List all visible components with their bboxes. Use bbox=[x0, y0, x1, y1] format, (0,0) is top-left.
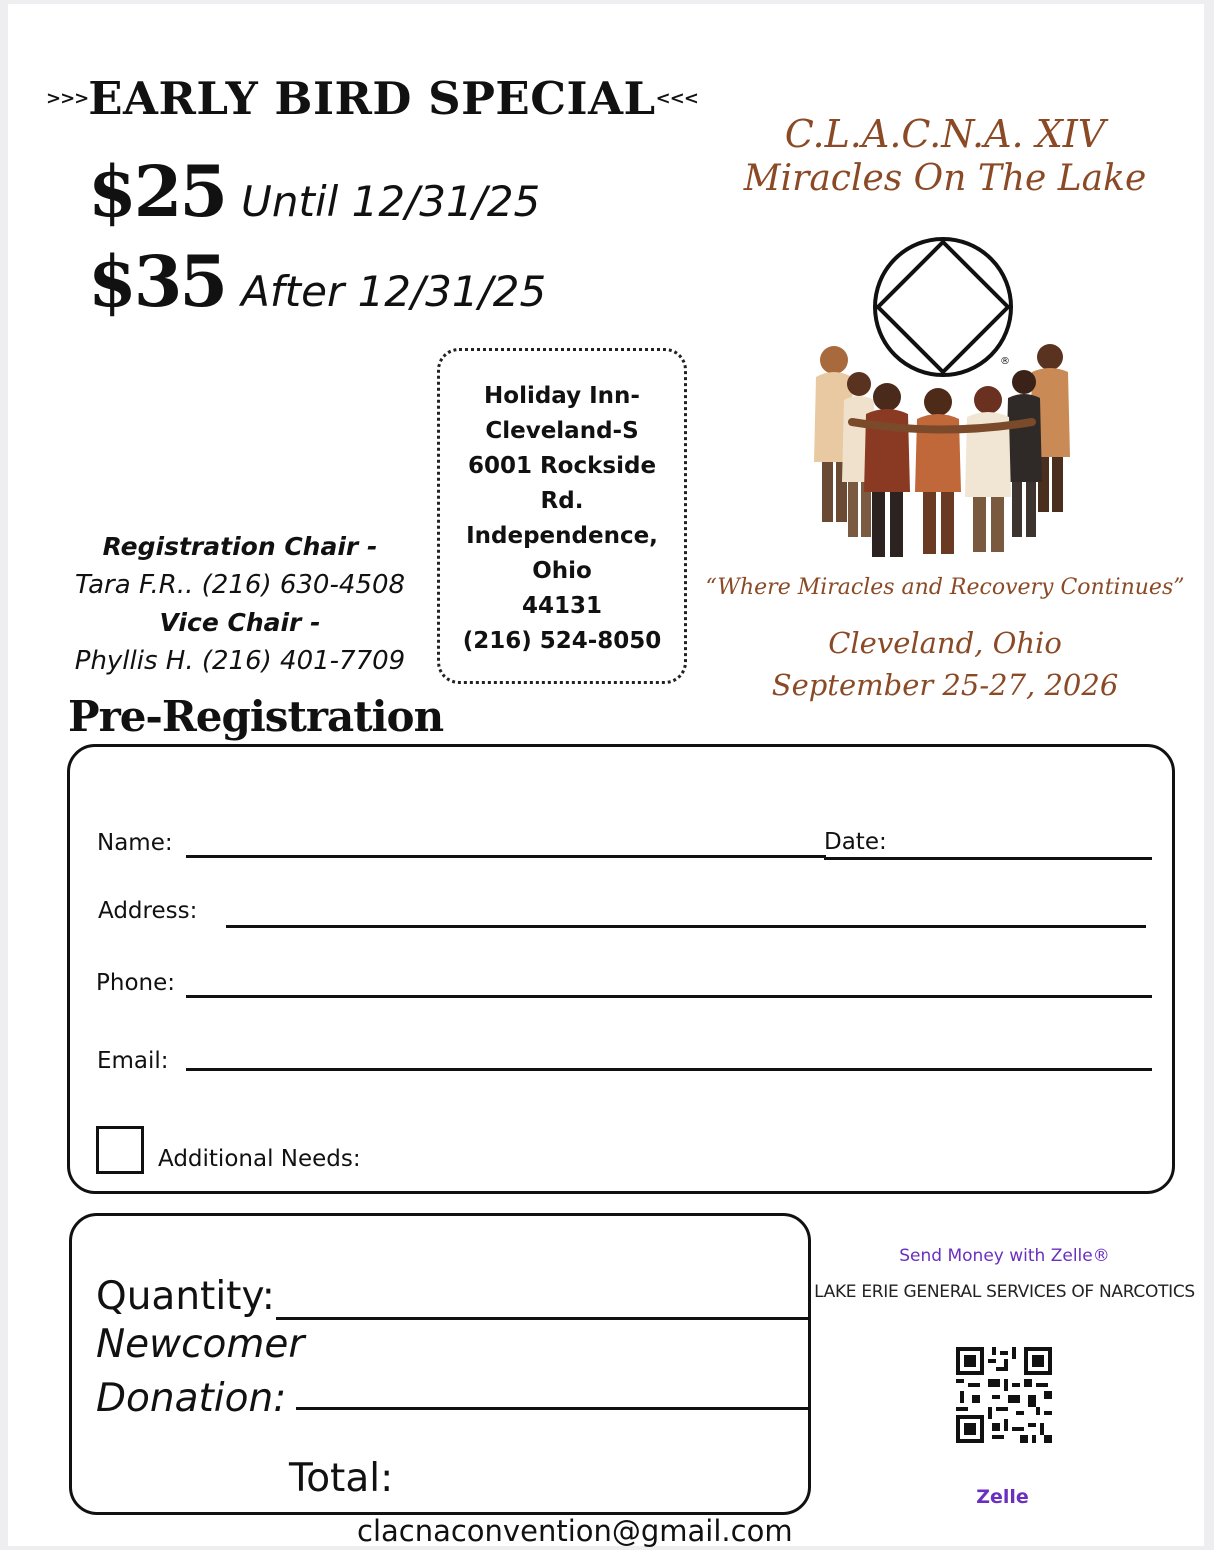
additional-needs-checkbox[interactable] bbox=[96, 1126, 144, 1174]
event-city: Cleveland, Ohio bbox=[828, 626, 1062, 660]
early-price-note: Until 12/31/25 bbox=[241, 177, 541, 226]
pre-registration-title: Pre-Registration bbox=[68, 692, 444, 741]
left-arrows: >>> bbox=[46, 88, 89, 109]
zelle-send-text: Send Money with Zelle® bbox=[899, 1246, 1110, 1266]
early-bird-text: EARLY BIRD SPECIAL bbox=[88, 72, 656, 125]
hotel-line: Cleveland-S bbox=[485, 418, 639, 444]
total-label: Total: bbox=[289, 1456, 394, 1501]
registration-form-box bbox=[67, 744, 1175, 1194]
contacts-block bbox=[60, 528, 420, 680]
hotel-line: Holiday Inn- bbox=[484, 383, 640, 409]
late-price-note: After 12/31/25 bbox=[241, 267, 547, 316]
newcomer-label: Newcomer bbox=[96, 1322, 305, 1367]
hotel-address-box bbox=[437, 348, 687, 684]
hotel-phone: (216) 524-8050 bbox=[462, 628, 662, 654]
registration-chair-contact: Tara F.R.. (216) 630-4508 bbox=[74, 570, 406, 600]
event-tagline: “Where Miracles and Recovery Continues” bbox=[705, 575, 1185, 600]
zelle-logo: Zelle bbox=[976, 1486, 1029, 1508]
email-field[interactable] bbox=[186, 1068, 1152, 1071]
date-label: Date: bbox=[824, 829, 887, 855]
early-price: $25 bbox=[88, 150, 226, 233]
na-logo-with-people bbox=[802, 232, 1092, 572]
contact-email[interactable]: clacnaconvention@gmail.com bbox=[357, 1514, 793, 1548]
hotel-line: 44131 bbox=[521, 593, 603, 619]
hotel-line: Independence, bbox=[466, 523, 658, 549]
late-price-row bbox=[88, 240, 546, 323]
name-label: Name: bbox=[97, 830, 173, 856]
event-dates: September 25-27, 2026 bbox=[771, 668, 1119, 702]
date-field[interactable] bbox=[824, 857, 1152, 860]
early-bird-headline bbox=[46, 72, 698, 125]
early-price-row bbox=[88, 150, 540, 233]
na-diamond-icon bbox=[878, 242, 1008, 372]
hotel-line: Rd. bbox=[540, 488, 584, 514]
phone-field[interactable] bbox=[186, 995, 1152, 998]
hotel-line: 6001 Rockside bbox=[467, 453, 657, 479]
donation-field[interactable] bbox=[296, 1407, 809, 1410]
event-subtitle: Miracles On The Lake bbox=[743, 158, 1147, 199]
additional-needs-label: Additional Needs: bbox=[158, 1146, 361, 1172]
vice-chair-title: Vice Chair - bbox=[159, 608, 321, 637]
hotel-line: Ohio bbox=[532, 558, 592, 584]
late-price: $35 bbox=[88, 240, 226, 323]
address-field[interactable] bbox=[226, 925, 1146, 928]
registration-chair-title: Registration Chair - bbox=[102, 532, 378, 561]
right-arrows: <<< bbox=[655, 88, 698, 109]
name-field[interactable] bbox=[186, 855, 826, 858]
donation-label: Donation: bbox=[96, 1376, 287, 1421]
registered-mark: ® bbox=[1000, 356, 1010, 367]
zelle-qr-code[interactable] bbox=[956, 1347, 1052, 1443]
address-label: Address: bbox=[98, 898, 198, 924]
event-title: C.L.A.C.N.A. XIV bbox=[784, 112, 1106, 156]
phone-label: Phone: bbox=[96, 970, 175, 996]
quantity-field[interactable] bbox=[276, 1317, 809, 1320]
na-circle-icon bbox=[875, 239, 1011, 375]
quantity-label: Quantity: bbox=[96, 1274, 275, 1319]
zelle-recipient: LAKE ERIE GENERAL SERVICES OF NARCOTICS bbox=[814, 1282, 1195, 1302]
email-label: Email: bbox=[97, 1048, 169, 1074]
vice-chair-contact: Phyllis H. (216) 401-7709 bbox=[74, 646, 406, 676]
